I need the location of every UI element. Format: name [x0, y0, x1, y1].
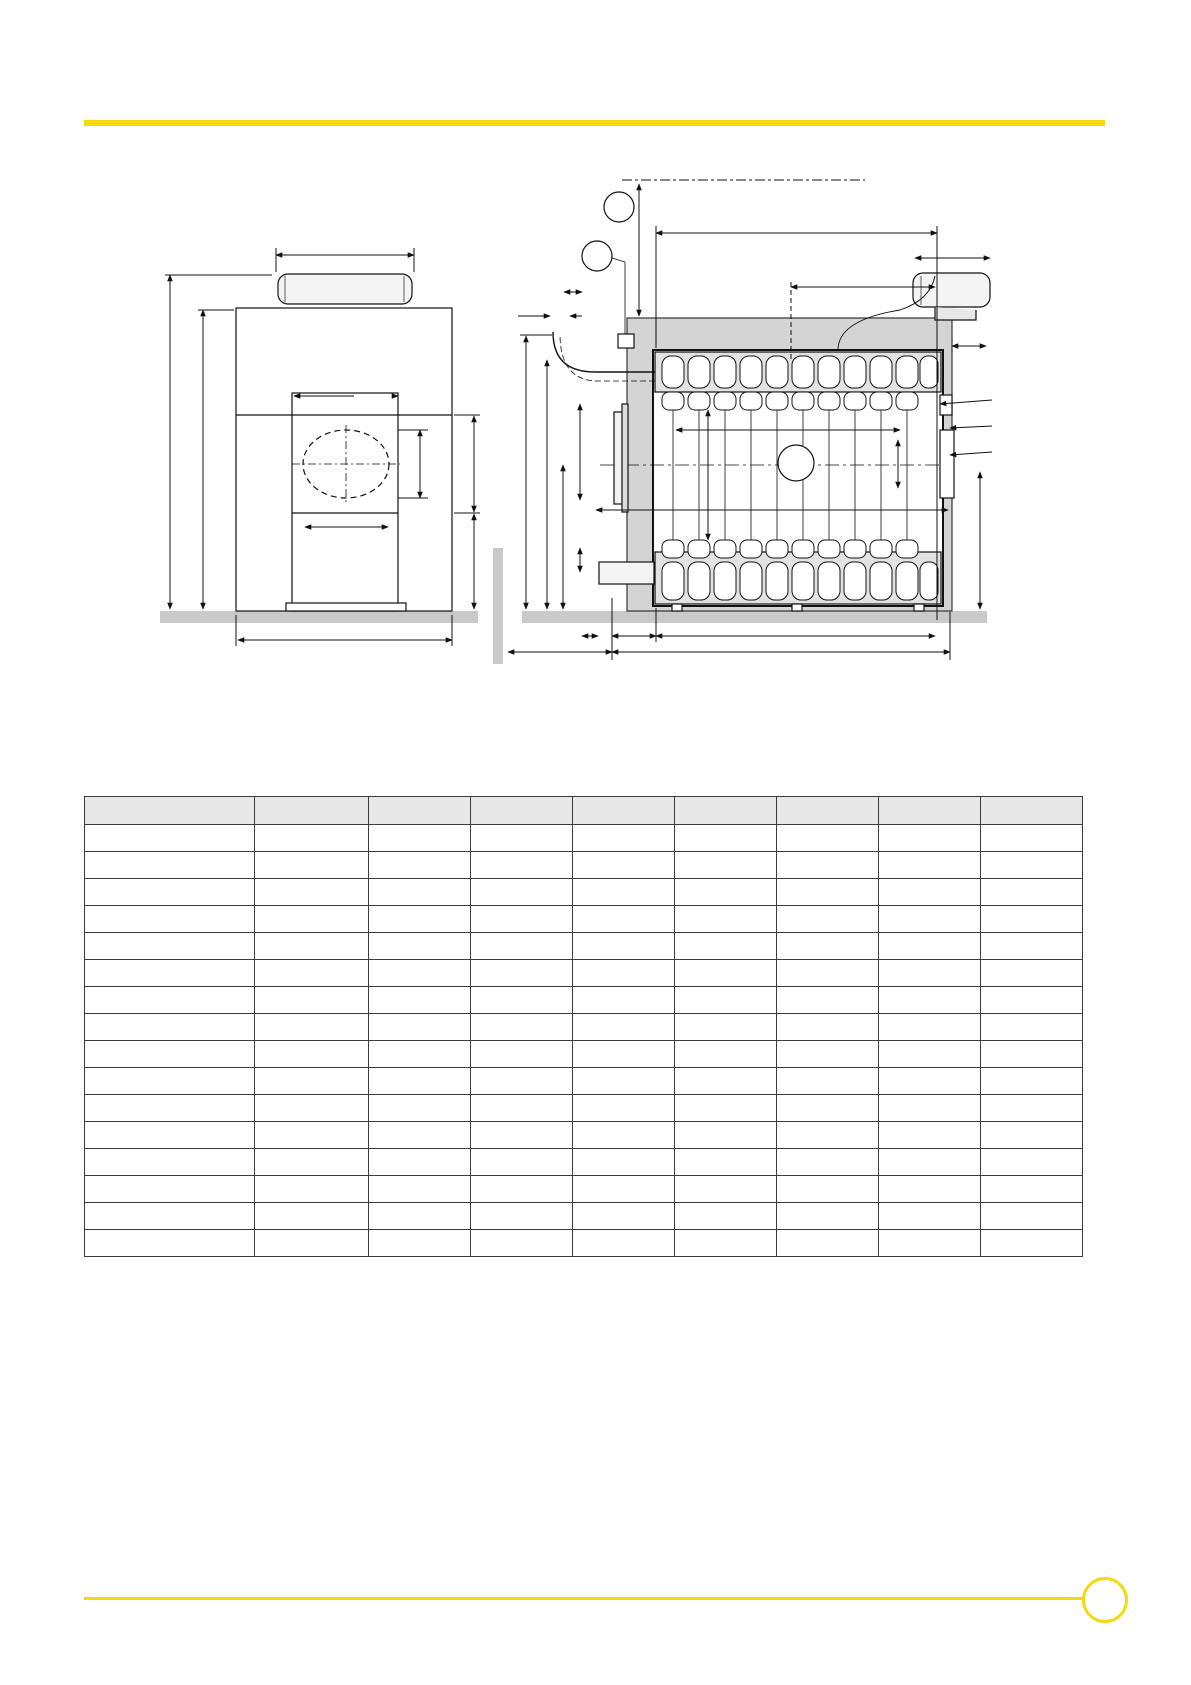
- table-row: [85, 879, 1083, 906]
- table-cell: [675, 933, 777, 960]
- table-cell: [85, 1068, 255, 1095]
- table-cell: [369, 933, 471, 960]
- table-cell: [255, 1041, 369, 1068]
- table-cell: [675, 852, 777, 879]
- table-cell: [255, 933, 369, 960]
- table-cell: [369, 1203, 471, 1230]
- table-cell: [369, 987, 471, 1014]
- table-cell: [981, 906, 1083, 933]
- table-cell: [879, 1122, 981, 1149]
- table-cell: [369, 1149, 471, 1176]
- table-cell: [981, 852, 1083, 879]
- table-cell: [879, 825, 981, 852]
- table-cell: [879, 1203, 981, 1230]
- table-cell: [573, 1014, 675, 1041]
- page-number-badge: [1082, 1577, 1128, 1623]
- table-cell: [573, 1230, 675, 1257]
- table-cell: [471, 1095, 573, 1122]
- table-cell: [369, 825, 471, 852]
- table-cell: [471, 1203, 573, 1230]
- sections-lower: [662, 540, 938, 600]
- table-cell: [879, 1068, 981, 1095]
- table-cell: [675, 987, 777, 1014]
- table-cell: [471, 933, 573, 960]
- table-header-cell: [675, 797, 777, 825]
- table-cell: [369, 852, 471, 879]
- table-cell: [573, 879, 675, 906]
- table-cell: [777, 1203, 879, 1230]
- table-cell: [573, 1149, 675, 1176]
- table-cell: [981, 1122, 1083, 1149]
- table-cell: [255, 1230, 369, 1257]
- table-row: [85, 987, 1083, 1014]
- table-cell: [777, 1149, 879, 1176]
- table-cell: [573, 960, 675, 987]
- table-cell: [675, 1095, 777, 1122]
- table-cell: [573, 1203, 675, 1230]
- front-view: [160, 248, 480, 646]
- table-cell: [573, 1176, 675, 1203]
- table-cell: [369, 960, 471, 987]
- table-cell: [981, 1176, 1083, 1203]
- footer-accent-rule: [84, 1597, 1084, 1600]
- table-cell: [879, 852, 981, 879]
- table-header-cell: [369, 797, 471, 825]
- table-cell: [777, 1014, 879, 1041]
- table-row: [85, 1122, 1083, 1149]
- table-cell: [471, 1014, 573, 1041]
- table-cell: [369, 1230, 471, 1257]
- table-row: [85, 1149, 1083, 1176]
- table-cell: [369, 1176, 471, 1203]
- table-cell: [675, 1068, 777, 1095]
- table-cell: [879, 933, 981, 960]
- table-cell: [981, 987, 1083, 1014]
- table-cell: [777, 960, 879, 987]
- table-cell: [981, 1149, 1083, 1176]
- callout-circle-1: [604, 192, 634, 222]
- table-cell: [879, 1176, 981, 1203]
- sections-top: [662, 356, 938, 388]
- table-header-cell: [981, 797, 1083, 825]
- table-cell: [981, 825, 1083, 852]
- table-row: [85, 960, 1083, 987]
- table-cell: [471, 960, 573, 987]
- table-cell: [879, 1095, 981, 1122]
- table-cell: [255, 1122, 369, 1149]
- table-cell: [573, 1041, 675, 1068]
- table-cell: [85, 879, 255, 906]
- table-cell: [255, 1176, 369, 1203]
- table-cell: [675, 825, 777, 852]
- table-cell: [981, 1203, 1083, 1230]
- table-row: [85, 1095, 1083, 1122]
- table-cell: [85, 1176, 255, 1203]
- front-flue-pipe: [278, 274, 412, 304]
- table-cell: [255, 825, 369, 852]
- rear-wall: [493, 548, 503, 664]
- table-cell: [471, 1176, 573, 1203]
- table-cell: [85, 1203, 255, 1230]
- table-cell: [255, 879, 369, 906]
- front-floor: [160, 611, 478, 623]
- table-cell: [471, 906, 573, 933]
- table-cell: [255, 1014, 369, 1041]
- table-cell: [981, 1014, 1083, 1041]
- table-cell: [369, 1014, 471, 1041]
- table-cell: [573, 825, 675, 852]
- table-cell: [369, 1095, 471, 1122]
- table-cell: [777, 1122, 879, 1149]
- table-cell: [777, 933, 879, 960]
- table-header-cell: [85, 797, 255, 825]
- table-row: [85, 1068, 1083, 1095]
- table-row: [85, 1230, 1083, 1257]
- table-cell: [255, 1149, 369, 1176]
- rear-flue-outlet: [913, 273, 990, 307]
- table-cell: [573, 933, 675, 960]
- table-body: [85, 825, 1083, 1257]
- table-cell: [369, 1122, 471, 1149]
- table-cell: [675, 960, 777, 987]
- table-cell: [777, 1230, 879, 1257]
- table-row: [85, 1041, 1083, 1068]
- table-cell: [471, 879, 573, 906]
- table-cell: [85, 1149, 255, 1176]
- table-cell: [981, 1230, 1083, 1257]
- table-cell: [369, 906, 471, 933]
- table-row: [85, 852, 1083, 879]
- table-cell: [85, 1095, 255, 1122]
- table-cell: [573, 1095, 675, 1122]
- table-cell: [471, 852, 573, 879]
- table-cell: [879, 1041, 981, 1068]
- table-cell: [471, 825, 573, 852]
- table-cell: [255, 960, 369, 987]
- table-cell: [777, 1041, 879, 1068]
- table-header-cell: [879, 797, 981, 825]
- table-cell: [471, 1068, 573, 1095]
- return-pipe: [599, 562, 654, 584]
- table-cell: [675, 1041, 777, 1068]
- table-cell: [879, 1014, 981, 1041]
- table-cell: [85, 1230, 255, 1257]
- table-row: [85, 1176, 1083, 1203]
- table-cell: [255, 852, 369, 879]
- table-cell: [879, 879, 981, 906]
- table-cell: [675, 906, 777, 933]
- table-cell: [675, 1176, 777, 1203]
- table-header-cell: [777, 797, 879, 825]
- table-cell: [981, 1041, 1083, 1068]
- table-cell: [471, 1122, 573, 1149]
- table-cell: [777, 879, 879, 906]
- dimension-table: [84, 796, 1083, 1257]
- table-cell: [85, 1041, 255, 1068]
- table-cell: [981, 1068, 1083, 1095]
- table-cell: [85, 1014, 255, 1041]
- side-view: [493, 180, 992, 664]
- table-header-cell: [255, 797, 369, 825]
- table-cell: [369, 1041, 471, 1068]
- table-header-cell: [471, 797, 573, 825]
- table-cell: [777, 987, 879, 1014]
- table-row: [85, 933, 1083, 960]
- table-cell: [573, 1068, 675, 1095]
- table-cell: [675, 1230, 777, 1257]
- center-callout: [778, 445, 814, 481]
- table-cell: [85, 960, 255, 987]
- table-cell: [777, 825, 879, 852]
- table-cell: [879, 1230, 981, 1257]
- table-header-row: [85, 797, 1083, 825]
- table-cell: [573, 987, 675, 1014]
- table-cell: [369, 879, 471, 906]
- table-cell: [777, 1176, 879, 1203]
- table-cell: [255, 1095, 369, 1122]
- table-cell: [85, 852, 255, 879]
- table-cell: [675, 1014, 777, 1041]
- table-row: [85, 1203, 1083, 1230]
- table-cell: [255, 1068, 369, 1095]
- table-row: [85, 1014, 1083, 1041]
- table-cell: [85, 1122, 255, 1149]
- table-row: [85, 825, 1083, 852]
- table-cell: [879, 960, 981, 987]
- table-cell: [255, 987, 369, 1014]
- table-cell: [879, 906, 981, 933]
- table-header-cell: [573, 797, 675, 825]
- table-cell: [471, 987, 573, 1014]
- table-cell: [981, 1095, 1083, 1122]
- table-cell: [675, 1203, 777, 1230]
- table-cell: [981, 879, 1083, 906]
- table-cell: [777, 1068, 879, 1095]
- boiler-dimension-drawing: [0, 160, 1191, 680]
- table-cell: [85, 825, 255, 852]
- table-cell: [675, 879, 777, 906]
- table-cell: [675, 1122, 777, 1149]
- table-cell: [471, 1041, 573, 1068]
- table-cell: [85, 906, 255, 933]
- table-cell: [777, 1095, 879, 1122]
- table-cell: [255, 1203, 369, 1230]
- table-cell: [573, 852, 675, 879]
- table-cell: [981, 960, 1083, 987]
- table-cell: [471, 1230, 573, 1257]
- table-cell: [471, 1149, 573, 1176]
- callout-circle-2: [582, 241, 612, 271]
- header-accent-rule: [84, 120, 1105, 126]
- table-cell: [777, 906, 879, 933]
- table-cell: [981, 933, 1083, 960]
- table-cell: [369, 1068, 471, 1095]
- table-cell: [879, 1149, 981, 1176]
- table-cell: [879, 987, 981, 1014]
- table-row: [85, 906, 1083, 933]
- table-cell: [777, 852, 879, 879]
- table-cell: [573, 1122, 675, 1149]
- side-floor: [522, 611, 987, 623]
- table-cell: [573, 906, 675, 933]
- table-cell: [675, 1149, 777, 1176]
- table-cell: [255, 906, 369, 933]
- table-cell: [85, 987, 255, 1014]
- table-cell: [85, 933, 255, 960]
